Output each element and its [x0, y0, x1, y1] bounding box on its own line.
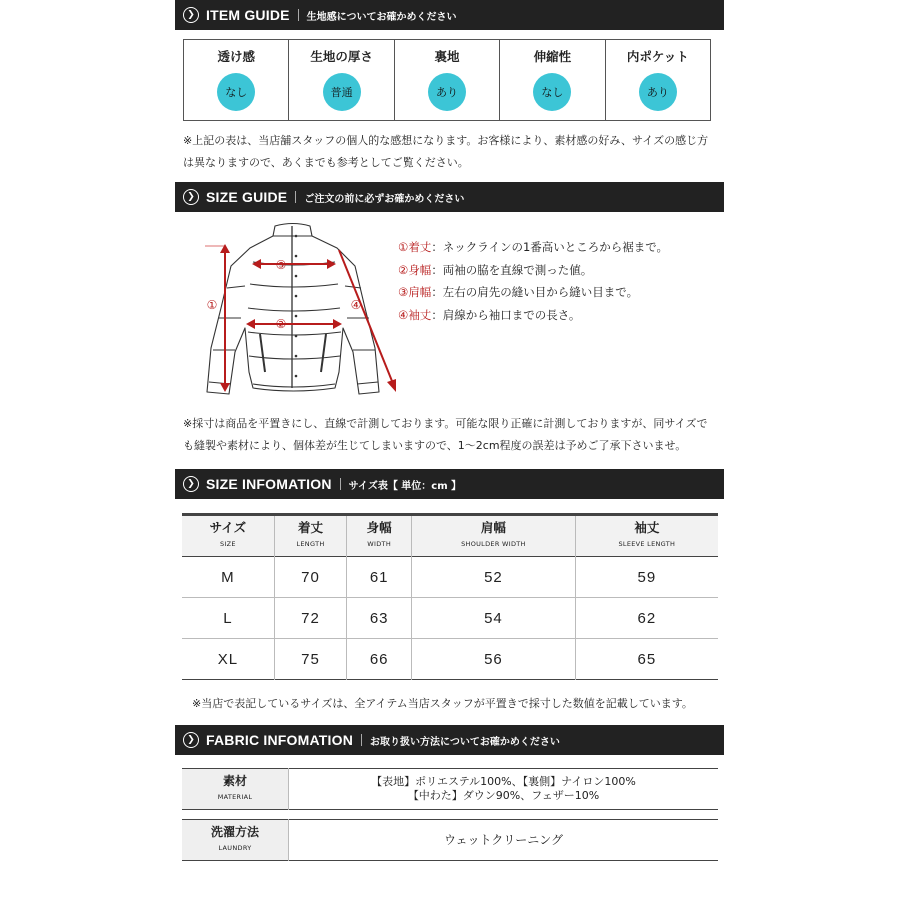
guide-label: 伸縮性: [533, 49, 572, 64]
divider: [361, 734, 362, 746]
legend-desc: ：ネックラインの1番高いところから裾まで。: [431, 240, 669, 254]
label-en: MATERIAL: [217, 793, 253, 801]
fabric-info-subtitle: お取り扱い方法についてお確かめください: [370, 736, 560, 748]
guide-cell-lining: [395, 40, 500, 120]
item-guide-header: [175, 0, 724, 30]
length-cell: 72: [274, 598, 346, 639]
fabric-info-header: [175, 725, 724, 755]
legend-desc: ：両袖の脇を直線で測った値。: [431, 262, 593, 277]
legend-row: [398, 304, 668, 327]
item-guide-note: [183, 130, 708, 174]
divider: [295, 191, 296, 203]
header-size: [182, 515, 274, 557]
material-label: [182, 769, 289, 810]
length-cell: 70: [274, 557, 346, 598]
header-jp: 肩幅: [480, 520, 506, 535]
legend-number: ④: [398, 307, 409, 322]
header-width: [347, 515, 412, 557]
chevron-right-icon: ❯: [183, 476, 199, 492]
guide-label: 内ポケット: [626, 49, 689, 64]
size-info-subtitle: サイズ表【 単位：cm 】: [348, 480, 462, 492]
note-line: ※採寸は商品を平置きにし、直線で計測しております。可能な限り正確に計測しておりますが、同サイズで: [183, 417, 708, 430]
legend-number: ①: [398, 240, 409, 254]
marker-1: ①: [206, 298, 218, 312]
guide-value-badge: 普通: [323, 73, 361, 111]
laundry-label: [182, 820, 289, 861]
legend-name: 着丈: [408, 240, 432, 254]
table-row: [182, 639, 718, 680]
material-line: 【表地】ポリエステル100%、【裏側】ナイロン100%: [371, 775, 636, 788]
spacer-row: [182, 810, 718, 820]
sleeve-cell: 59: [637, 568, 657, 586]
table-row: [182, 598, 718, 639]
legend-row: [398, 281, 668, 304]
divider: [340, 478, 341, 490]
size-info-note: ※当店で表記しているサイズは、全アイテム当店スタッフが平置きで採寸した数値を記載しています。: [192, 697, 693, 710]
size-cell: L: [182, 598, 274, 639]
header-en: SLEEVE LENGTH: [618, 540, 676, 548]
size-guide-header: [175, 182, 724, 212]
item-guide-subtitle: 生地感についてお確かめください: [306, 11, 457, 23]
guide-label: 生地の厚さ: [310, 49, 373, 64]
header-jp: サイズ: [209, 520, 247, 535]
size-guide-subtitle: ご注文の前に必ずお確かめください: [304, 193, 465, 205]
fabric-table: [182, 768, 718, 861]
note-line: ※上記の表は、当店舗スタッフの個人的な感想になります。お客様により、素材感の好み、サイズの感じ方: [183, 134, 709, 147]
legend-row: [398, 236, 668, 259]
shoulder-cell: 56: [412, 639, 576, 680]
width-cell: 61: [347, 557, 412, 598]
jacket-measurement-diagram: [195, 222, 405, 407]
size-info-header: [175, 469, 724, 499]
note-line: も縫製や素材により、個体差が生じてしまいますので、1～2cm程度の誤差は予めご了承下さいませ。: [183, 439, 687, 452]
size-table: [182, 513, 718, 680]
header-jp: 袖丈: [634, 520, 660, 535]
item-guide-title: ITEM GUIDE: [206, 7, 290, 23]
size-cell: M: [182, 557, 274, 598]
header-jp: 身幅: [366, 520, 392, 535]
guide-value-badge: なし: [533, 73, 571, 111]
size-guide-legend: [398, 236, 668, 326]
chevron-right-icon: ❯: [183, 732, 199, 748]
header-jp: 着丈: [298, 520, 324, 535]
guide-cell-thickness: [289, 40, 394, 120]
legend-name: 袖丈: [408, 307, 432, 322]
marker-4: ④: [350, 298, 362, 312]
size-info-title: SIZE INFOMATION: [206, 476, 332, 492]
material-value: [289, 769, 719, 810]
laundry-row: [182, 820, 718, 861]
header-en: SHOULDER WIDTH: [461, 540, 526, 548]
header-shoulder: [412, 515, 576, 557]
chevron-right-icon: ❯: [183, 189, 199, 205]
legend-desc: ：肩線から袖口までの長さ。: [431, 307, 581, 322]
guide-label: 透け感: [217, 49, 255, 64]
guide-label: 裏地: [434, 49, 460, 64]
legend-row: [398, 259, 668, 282]
width-cell: 63: [347, 598, 412, 639]
guide-cell-stretch: [500, 40, 605, 120]
marker-3: ③: [275, 258, 287, 272]
material-line: 【中わた】ダウン90%、フェザー10%: [407, 789, 600, 802]
size-guide-title: SIZE GUIDE: [206, 189, 288, 205]
item-guide-table: [183, 39, 711, 121]
length-cell: 75: [274, 639, 346, 680]
guide-cell-sheerness: [184, 40, 289, 120]
size-cell: XL: [182, 639, 274, 680]
label-jp: 洗濯方法: [210, 825, 259, 839]
laundry-value: ウェットクリーニング: [443, 833, 564, 847]
guide-cell-inner-pocket: [606, 40, 710, 120]
fabric-info-title: FABRIC INFOMATION: [206, 732, 354, 748]
material-row: [182, 769, 718, 810]
header-en: WIDTH: [367, 540, 392, 548]
header-length: [274, 515, 346, 557]
label-jp: 素材: [222, 774, 247, 788]
header-en: SIZE: [219, 540, 236, 548]
legend-name: 身幅: [408, 262, 432, 277]
chevron-right-icon: ❯: [183, 7, 199, 23]
size-table-header: [182, 515, 718, 557]
width-cell: 66: [347, 639, 412, 680]
guide-value-badge: あり: [428, 73, 466, 111]
legend-number: ③: [398, 285, 409, 299]
guide-value-badge: なし: [217, 73, 255, 111]
note-line: は異なりますので、あくまでも参考としてご覧ください。: [183, 156, 469, 169]
legend-number: ②: [398, 262, 409, 277]
shoulder-cell: 52: [412, 557, 576, 598]
header-en: LENGTH: [296, 540, 325, 548]
divider: [298, 9, 299, 21]
legend-name: 肩幅: [408, 285, 432, 299]
sleeve-cell: 62: [637, 609, 657, 627]
table-row: [182, 557, 718, 598]
legend-desc: ：左右の肩先の縫い目から縫い目まで。: [431, 285, 639, 299]
spacer: [182, 810, 718, 820]
sleeve-cell: 65: [637, 650, 657, 668]
shoulder-cell: 54: [412, 598, 576, 639]
header-sleeve: [575, 515, 718, 557]
guide-value-badge: あり: [639, 73, 677, 111]
size-guide-note: [183, 413, 707, 457]
label-en: LAUNDRY: [218, 844, 252, 852]
marker-2: ②: [275, 317, 287, 331]
